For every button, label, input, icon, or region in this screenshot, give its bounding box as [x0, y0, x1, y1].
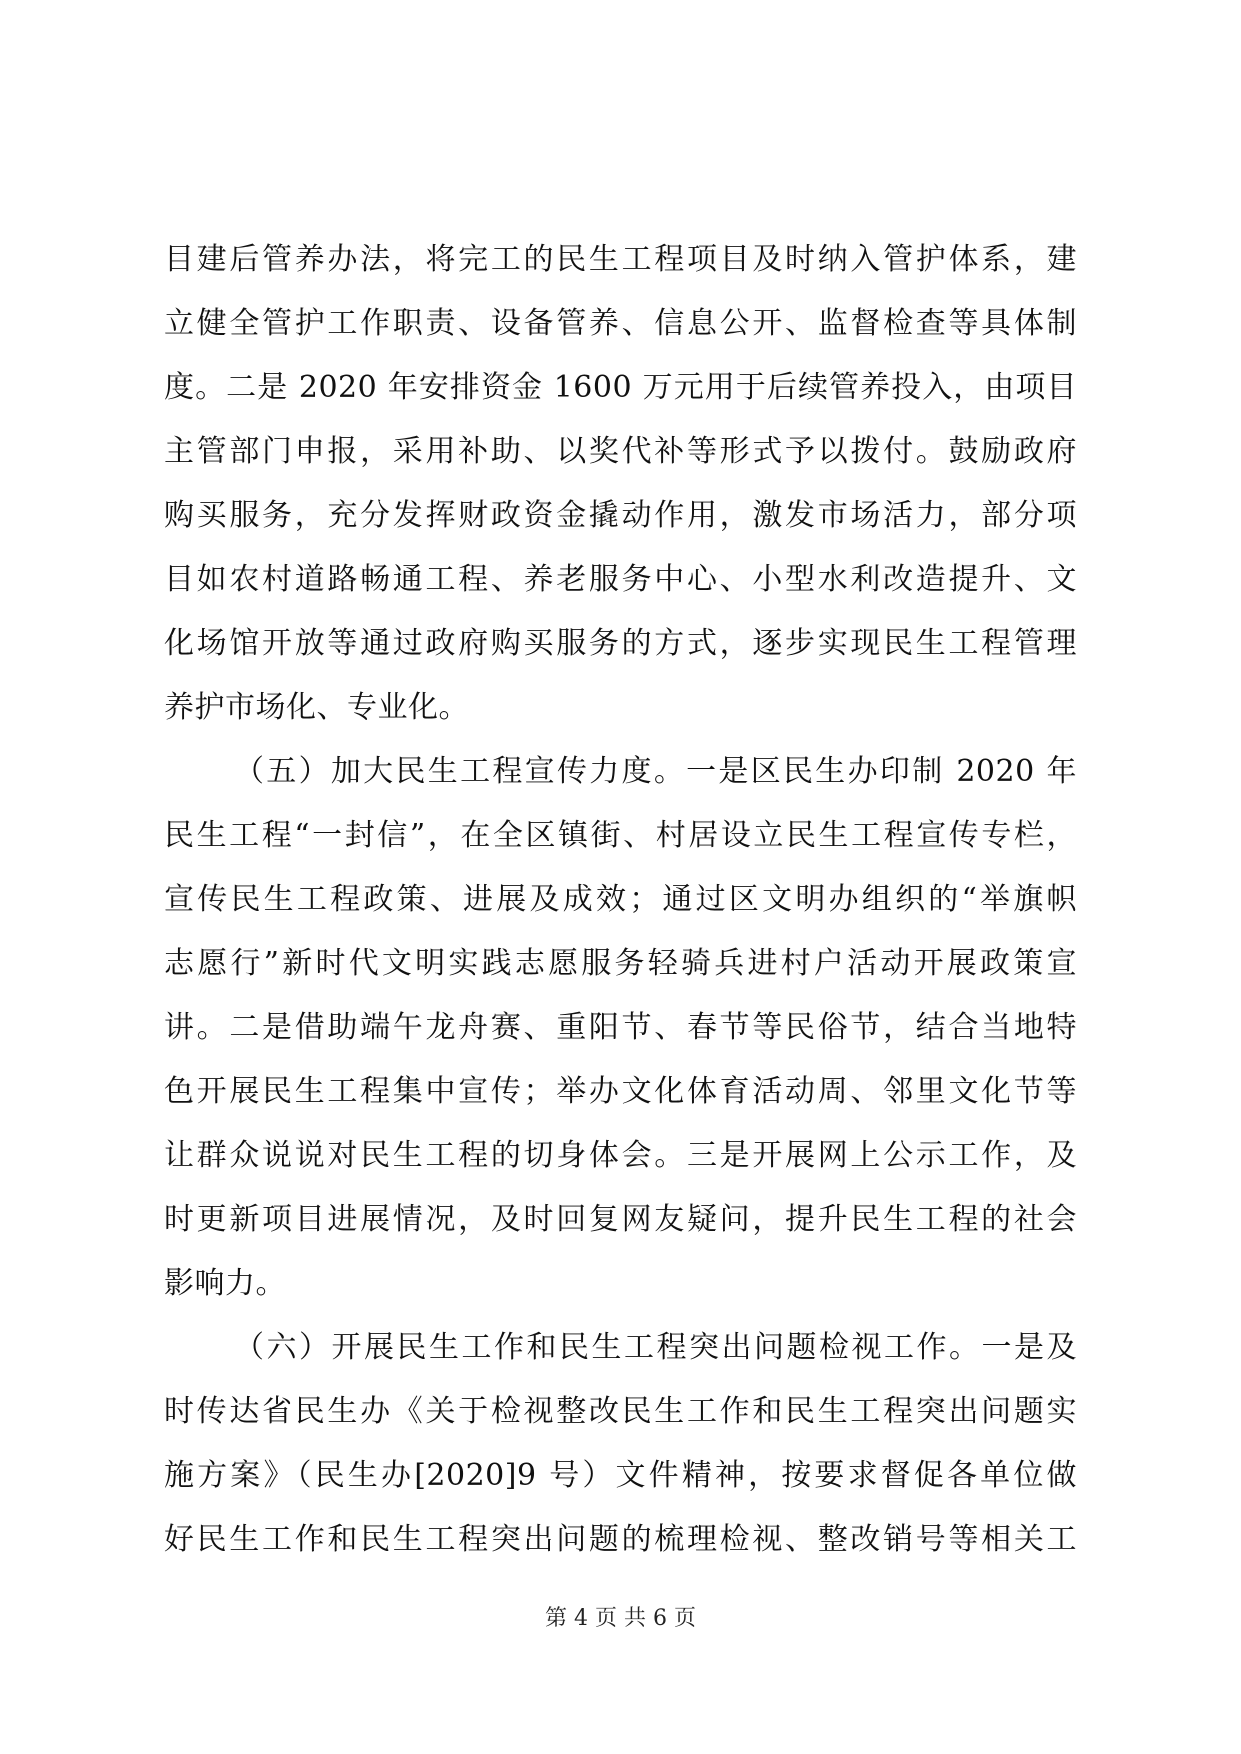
text-line: 目如农村道路畅通工程、养老服务中心、小型水利改造提升、文 [164, 562, 1077, 597]
text-line: 时更新项目进展情况，及时回复网友疑问，提升民生工程的社会 [164, 1202, 1077, 1237]
text-line: 色开展民生工程集中宣传；举办文化体育活动周、邻里文化节等 [164, 1074, 1077, 1109]
text-line: 立健全管护工作职责、设备管养、信息公开、监督检查等具体制 [164, 306, 1077, 341]
document-body [164, 228, 1077, 1572]
section-heading-line: （五）加大民生工程宣传力度。一是区民生办印制 2020 年 [234, 754, 1077, 789]
text-line: 讲。二是借助端午龙舟赛、重阳节、春节等民俗节，结合当地特 [164, 1010, 1077, 1045]
text-line: 化场馆开放等通过政府购买服务的方式，逐步实现民生工程管理 [164, 626, 1077, 661]
paragraph-end-line: 养护市场化、专业化。 [164, 690, 469, 725]
text-line: 志愿行”新时代文明实践志愿服务轻骑兵进村户活动开展政策宣 [164, 946, 1077, 981]
text-line: 好民生工作和民生工程突出问题的梳理检视、整改销号等相关工 [164, 1522, 1077, 1557]
text-line: 让群众说说对民生工程的切身体会。三是开展网上公示工作，及 [164, 1138, 1077, 1173]
text-line: 宣传民生工程政策、进展及成效；通过区文明办组织的“举旗帜 [164, 882, 1077, 917]
text-line: 时传达省民生办《关于检视整改民生工作和民生工程突出问题实 [164, 1394, 1077, 1429]
text-line: 度。二是 2020 年安排资金 1600 万元用于后续管养投入，由项目 [164, 370, 1077, 405]
page-number-footer: 第 4 页 共 6 页 [545, 1606, 696, 1631]
text-line: 民生工程“一封信”，在全区镇街、村居设立民生工程宣传专栏， [164, 818, 1077, 853]
section-heading-line: （六）开展民生工作和民生工程突出问题检视工作。一是及 [234, 1330, 1077, 1365]
text-line: 施方案》（民生办[2020]9 号）文件精神，按要求督促各单位做 [164, 1458, 1077, 1493]
text-line: 目建后管养办法，将完工的民生工程项目及时纳入管护体系，建 [164, 242, 1077, 277]
text-line: 主管部门申报，采用补助、以奖代补等形式予以拨付。鼓励政府 [164, 434, 1077, 469]
paragraph-end-line: 影响力。 [164, 1266, 286, 1301]
text-line: 购买服务，充分发挥财政资金撬动作用，激发市场活力，部分项 [164, 498, 1077, 533]
